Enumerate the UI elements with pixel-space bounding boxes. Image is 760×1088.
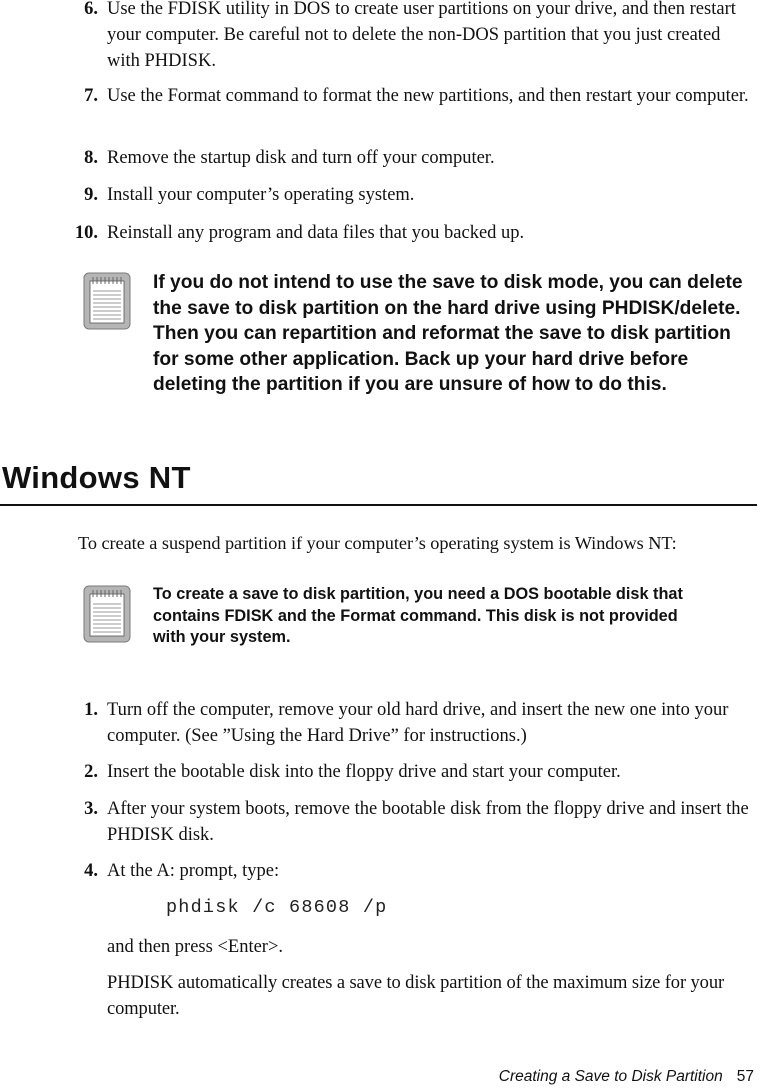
note-text: If you do not intend to use the save to disk mode, you can delete the save to disk partition on the hard drive using PHDISK/delete. Then you can repartition and reformat the save to disk partition for some other application. Back up your hard drive before deleting the partition if you are unsure of how to do this. [153,272,743,395]
step-text: Use the Format command to format the new partitions, and then restart your computer. [107,86,749,106]
command-code: phdisk /c 68608 /p [166,897,388,918]
step-number: 6. [84,0,98,19]
step-number: 8. [84,148,98,168]
note-text: To create a save to disk partition, you need a DOS bootable disk that contains FDISK and the Format command. This disk is not provided with your system. [153,585,683,646]
step-text: Turn off the computer, remove your old hard drive, and insert the new one into your computer. (See ”Using the Hard Drive” for instructions.) [107,700,729,746]
step-text: At the A: prompt, type: [107,861,280,881]
section-intro: To create a suspend partition if your computer’s operating system is Windows NT: [78,533,677,553]
note-icon [83,585,131,643]
instruction-text: and then press <Enter>. [107,937,284,957]
step-text: Reinstall any program and data files that you backed up. [107,223,525,243]
note-icon [83,272,131,330]
heading-rule [0,504,757,506]
step-text: After your system boots, remove the bootable disk from the floppy drive and insert the PHDISK disk. [107,799,749,845]
final-paragraph: PHDISK automatically creates a save to disk partition of the maximum size for your computer. [107,973,725,1019]
step-number: 3. [84,799,98,819]
step-number: 9. [84,185,98,205]
step-text: Remove the startup disk and turn off your computer. [107,148,495,168]
step-number: 10. [74,223,98,243]
step-text: Use the FDISK utility in DOS to create user partitions on your drive, and then restart your computer. Be careful not to delete the non-DOS partition that you just created with PHDISK. [107,0,736,71]
section-heading: Windows NT [2,460,191,495]
step-number: 4. [84,861,98,881]
step-text: Insert the bootable disk into the floppy drive and start your computer. [107,762,621,782]
step-text: Install your computer’s operating system. [107,185,415,205]
page-footer [499,1068,754,1086]
step-number: 2. [84,762,98,782]
footer-title: Creating a Save to Disk Partition [498,1068,723,1085]
page-number: 57 [736,1068,754,1085]
step-number: 7. [84,86,98,106]
step-number: 1. [84,700,98,720]
